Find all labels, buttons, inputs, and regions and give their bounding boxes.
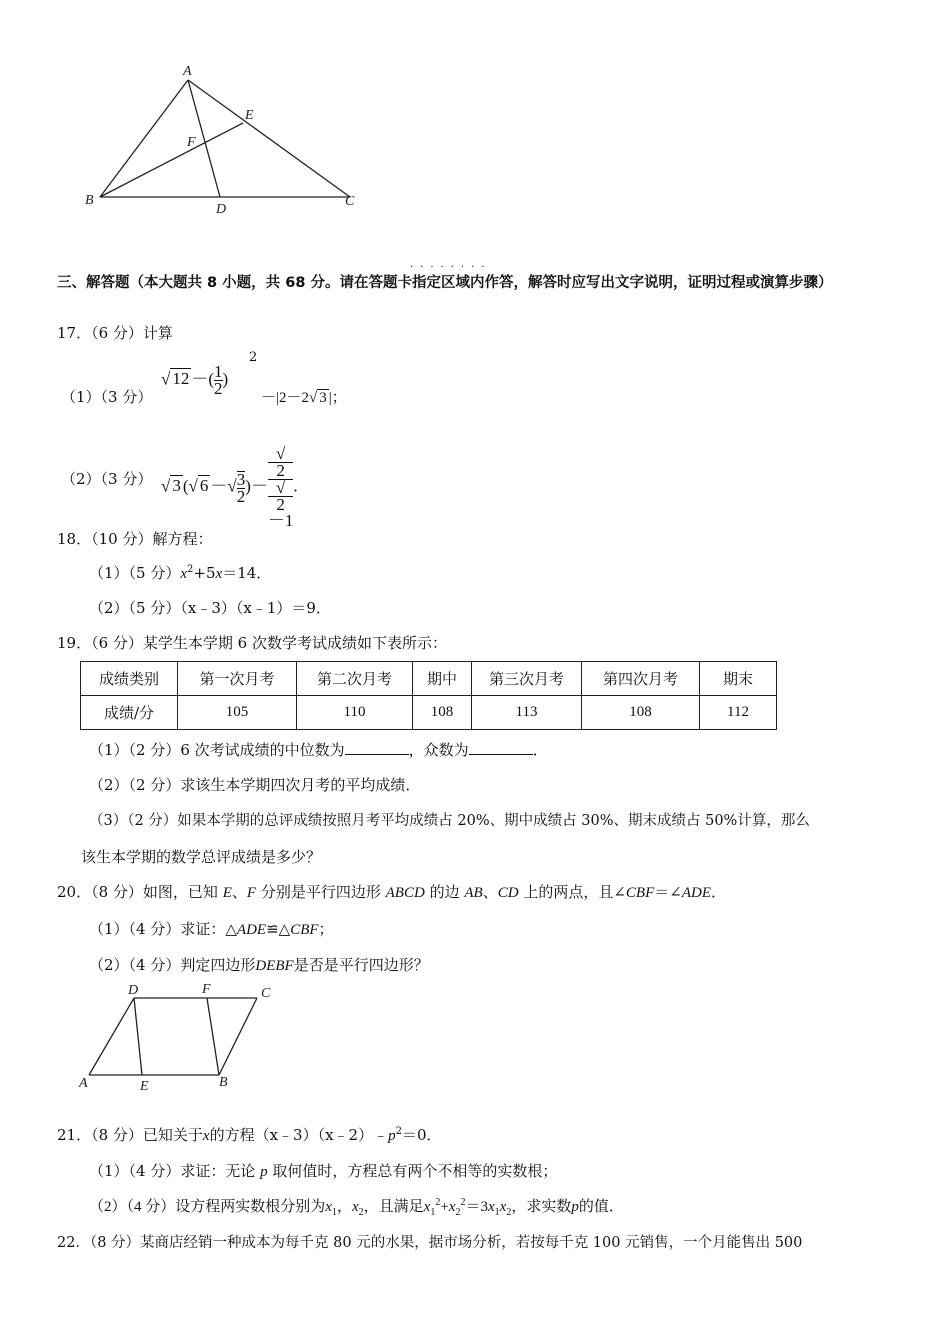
scores-table <box>80 661 777 730</box>
q21-p2-c: ，求实数 <box>511 1199 572 1215</box>
q21-e4: x <box>499 1199 507 1215</box>
label-C: C <box>345 194 355 209</box>
q20-p1-CBF: CBF <box>290 922 319 938</box>
q21-eq3: ＝3 <box>465 1199 488 1215</box>
q19-part2: （2）（2 分）求该生本学期四次月考的平均成绩． <box>89 776 421 794</box>
label-D: D <box>216 202 227 217</box>
table-header-cell: 第四次月考 <box>582 662 700 696</box>
q17-p2-fden: 2 <box>236 486 246 506</box>
q20-p1-ADE: ADE <box>236 922 267 938</box>
table-cell: 108 <box>582 696 700 730</box>
q20-CD: CD <box>497 885 519 901</box>
q21-header <box>57 1124 442 1145</box>
q21-x2: x <box>351 1199 359 1215</box>
label-D: D <box>128 983 139 998</box>
q21-e4s: 2 <box>506 1207 512 1218</box>
q20-F: F <box>246 885 257 901</box>
q21-p1-b: 取何值时，方程总有两个不相等的实数根； <box>272 1162 558 1180</box>
q17-p1-label: （1）（3 分） <box>61 388 153 406</box>
q17-header: 17．（6 分）计算 <box>57 324 173 342</box>
q21-p2-a: （2）（4 分）设方程两实数根分别为 <box>89 1199 326 1215</box>
q17-p2-r6: 6 <box>199 476 209 496</box>
q22-header: 22．（8 分）某商店经销一种成本为每千克 80 元的水果，据市场分析，若按每千克 100 元销售，一个月能售出 500 <box>57 1235 803 1251</box>
q21-x1: x <box>325 1199 332 1215</box>
table-header-row <box>81 662 777 696</box>
q21-x: x <box>202 1128 210 1144</box>
q21-sub1: 1 <box>331 1207 337 1218</box>
table-header-cell: 第三次月考 <box>472 662 582 696</box>
q20-AB: AB <box>464 885 483 901</box>
q21-e3: x <box>487 1199 495 1215</box>
table-header-cell: 期末 <box>700 662 777 696</box>
label-C: C <box>261 986 271 1001</box>
q17-p2-close: )－ <box>245 476 268 496</box>
q20-p1-b: ≌△ <box>266 920 291 938</box>
answer-blank[interactable] <box>469 740 533 755</box>
q18-p1-label: （1）（5 分） <box>89 564 181 582</box>
q18-header: 18．（10 分）解方程： <box>57 530 213 548</box>
q19-p1-a: （1）（2 分）6 次考试成绩的中位数为 <box>89 741 345 759</box>
q20-h-c: 的边 <box>429 883 460 901</box>
label-F: F <box>202 982 211 997</box>
table-row-label: 成绩/分 <box>81 696 178 730</box>
q17-p1-close: ) <box>222 369 229 389</box>
q21-p: p <box>388 1128 396 1144</box>
q18-p1-d: ＝14． <box>222 564 272 582</box>
q21-plus: + <box>440 1199 449 1215</box>
q20-h-f: ． <box>711 883 727 901</box>
q20-h-b: 分别是平行四边形 <box>260 883 381 901</box>
q21-h-a: 21．（8 分）已知关于 <box>57 1126 203 1144</box>
q20-p2-a: （2）（4 分）判定四边形 <box>89 956 256 974</box>
q17-p1-r12: 12 <box>172 369 190 389</box>
table-header-cell: 期中 <box>413 662 472 696</box>
q20-h-d: 上的两点，且∠ <box>523 883 626 901</box>
q20-CBF: CBF <box>625 885 655 901</box>
q18-p1-x: x <box>180 566 188 582</box>
parallelogram-figure <box>75 980 285 1095</box>
q21-e3s: 1 <box>494 1207 500 1218</box>
q20-part1 <box>89 918 334 939</box>
q19-p1-c: ． <box>532 741 548 759</box>
label-E: E <box>245 108 254 123</box>
q17-p1-tail-b: |； <box>328 390 347 406</box>
q17-p2-end: . <box>293 476 298 496</box>
q20-p2-DEBF: DEBF <box>255 958 294 974</box>
table-cell: 112 <box>700 696 777 730</box>
q21-p2-b: ，且满足 <box>363 1199 424 1215</box>
q18-part2: （2）（5 分）（x﹣3）（x﹣1）＝9． <box>89 599 331 617</box>
q21-e2p: 2 <box>460 1197 466 1208</box>
q17-p2-label: （2）（3 分） <box>61 470 153 488</box>
q21-p1-p: p <box>260 1164 268 1180</box>
q20-part2 <box>89 954 429 975</box>
table-header-cell: 第一次月考 <box>178 662 297 696</box>
label-B: B <box>219 1075 228 1090</box>
table-cell: 108 <box>413 696 472 730</box>
q17-p1-fden: 2 <box>214 379 223 398</box>
q17-p2-open: ( <box>182 476 189 496</box>
q20-h-a: 20．（8 分）如图，已知 <box>57 883 218 901</box>
q19-header: 19．（6 分）某学生本学期 6 次数学考试成绩如下表所示： <box>57 634 447 652</box>
q19-part3-line2: 该生本学期的数学总评成绩是多少？ <box>81 848 322 866</box>
q17-p1-fnum: 1 <box>214 362 223 381</box>
q21-p2-p: p <box>571 1199 579 1215</box>
q20-header <box>57 881 726 902</box>
q21-e2s: 2 <box>455 1207 461 1218</box>
q20-sep1: 、 <box>231 883 247 901</box>
q21-p2-d: 的值． <box>578 1199 624 1215</box>
table-header-cell: 成绩类别 <box>81 662 178 696</box>
q18-part1 <box>89 562 271 583</box>
q21-e2: x <box>448 1199 456 1215</box>
q17-p2-fnum: 3 <box>236 469 246 489</box>
q17-p1-exp: 2 <box>249 350 258 365</box>
table-row <box>81 696 777 730</box>
q17-p1-r3: 3 <box>319 390 327 406</box>
label-E: E <box>140 1079 149 1094</box>
q17-p2-minus: － <box>210 476 228 496</box>
q21-e1p: 2 <box>435 1197 441 1208</box>
q19-p1-b: ，众数为 <box>408 741 469 759</box>
q20-sep2: 、 <box>482 883 498 901</box>
label-A: A <box>79 1076 88 1091</box>
q18-p1-b: +5 <box>193 564 216 582</box>
q17-p2-bden-tail: －1 <box>267 511 294 530</box>
q20-p2-b: 是否是平行四边形？ <box>293 956 429 974</box>
q18-p1-x2: x <box>215 566 223 582</box>
q20-ADE: ADE <box>681 885 712 901</box>
q17-p2-r3: 3 <box>172 476 181 496</box>
q18-p1-sup: 2 <box>187 564 194 575</box>
q21-e1: x <box>423 1199 431 1215</box>
q17-p2-bden: 2 <box>268 496 294 513</box>
table-cell: 113 <box>472 696 582 730</box>
q20-h-e: ＝∠ <box>654 883 682 901</box>
emphasis-dots: ........ <box>410 259 492 270</box>
q21-comma: ， <box>336 1199 352 1215</box>
section-title: 三、解答题（本大题共 8 小题，共 68 分。请在答题卡指定区域内作答，解答时应写出文字说明，证明过程或演算步骤） <box>57 275 833 291</box>
q19-part3-line1: （3）（2 分）如果本学期的总评成绩按照月考平均成绩占 20%、期中成绩占 30%、期末成绩占 50%计算，那么 <box>89 813 810 829</box>
q17-p2-bnum: 2 <box>268 462 294 479</box>
q21-sup2: 2 <box>395 1126 402 1137</box>
q21-h-c: ＝0． <box>401 1126 442 1144</box>
triangle-figure <box>80 60 370 220</box>
q20-p1-c: ； <box>318 920 334 938</box>
q21-e1s: 1 <box>430 1207 436 1218</box>
q21-part1 <box>89 1160 557 1181</box>
q17-p1-minus: －( <box>191 369 215 389</box>
q21-p1-a: （1）（4 分）求证：无论 <box>89 1162 256 1180</box>
q21-part2 <box>89 1195 624 1218</box>
q21-h-b: 的方程（x﹣3）（x﹣2）﹣ <box>209 1126 389 1144</box>
label-F: F <box>187 135 196 150</box>
label-B: B <box>85 193 94 208</box>
q17-p1-tail-a: －|2－2 <box>261 390 310 406</box>
table-header-cell: 第二次月考 <box>297 662 413 696</box>
q20-ABCD: ABCD <box>385 885 425 901</box>
table-cell: 105 <box>178 696 297 730</box>
answer-blank[interactable] <box>345 740 409 755</box>
table-cell: 110 <box>297 696 413 730</box>
q20-E: E <box>222 885 232 901</box>
label-A: A <box>183 64 192 79</box>
q20-p1-a: （1）（4 分）求证：△ <box>89 920 237 938</box>
q19-part1 <box>89 739 548 760</box>
q21-sub2: 2 <box>358 1207 364 1218</box>
